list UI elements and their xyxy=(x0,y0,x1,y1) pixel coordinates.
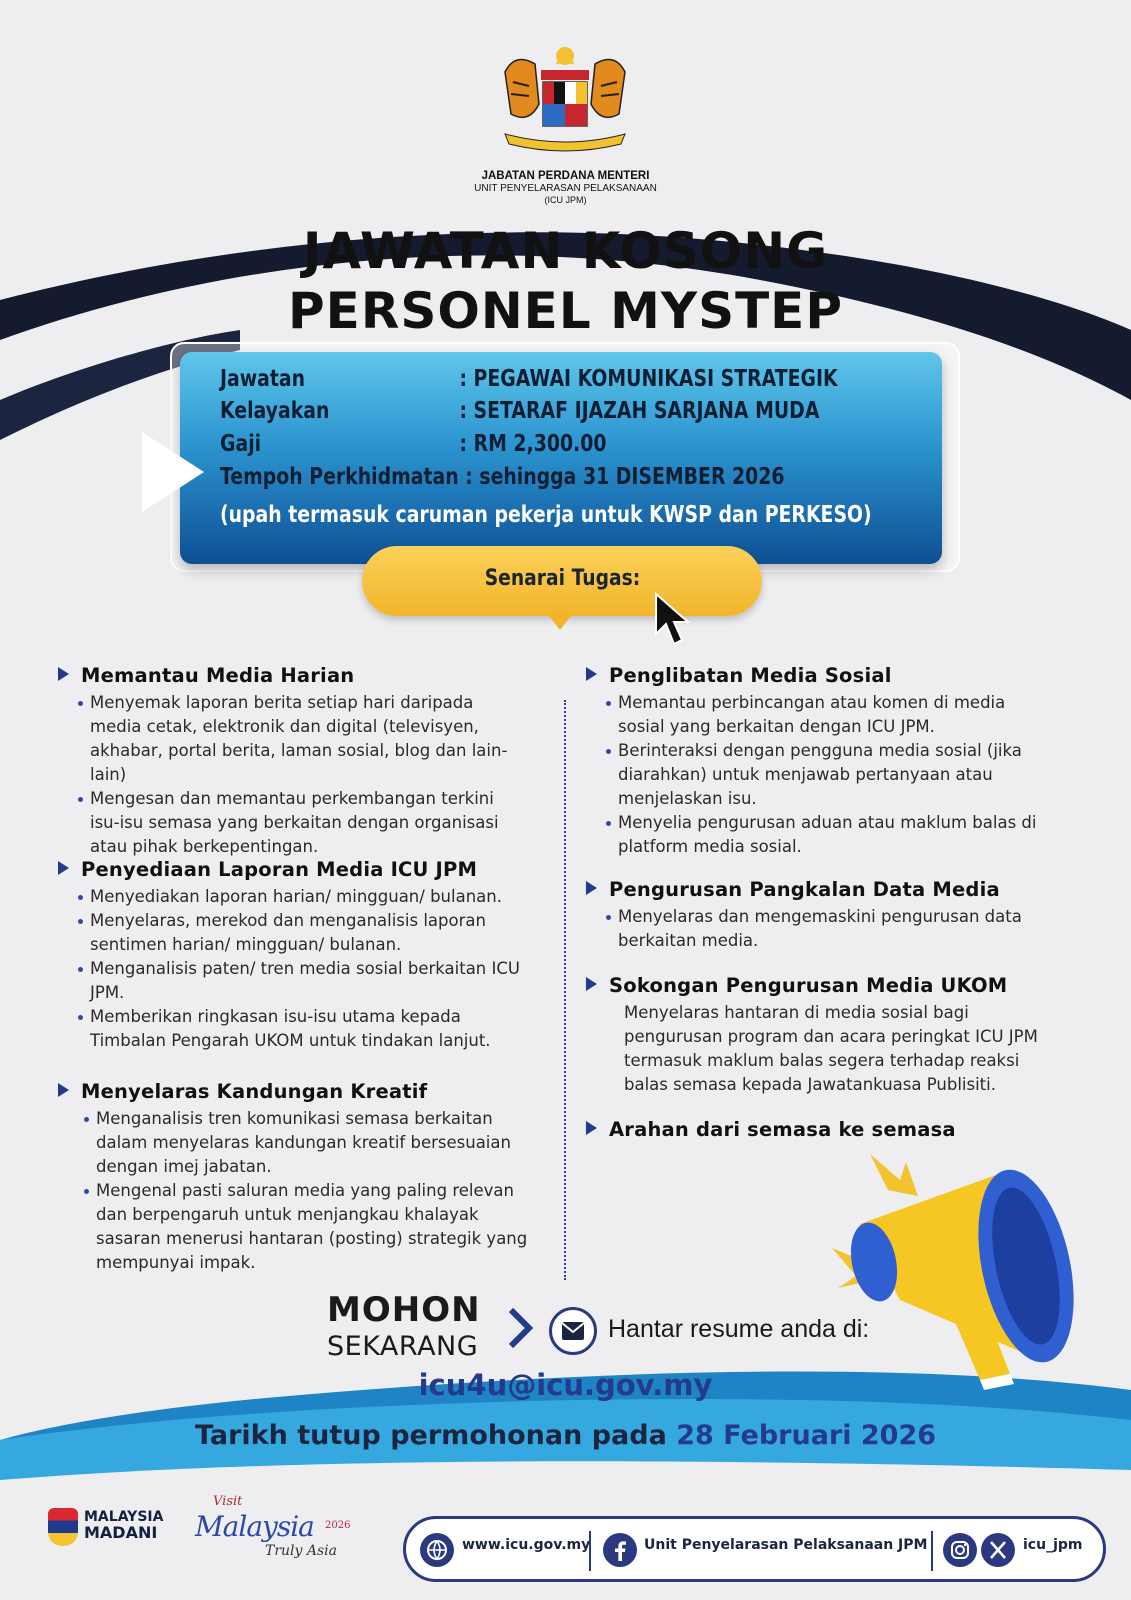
list-item: Menyelia pengurusan aduan atau maklum balas di platform media sosial. xyxy=(606,811,1056,859)
triangle-bullet-icon xyxy=(586,881,597,895)
section-title: Memantau Media Harian xyxy=(58,664,558,687)
job-row-tempoh xyxy=(220,464,785,490)
section-title: Penyediaan Laporan Media ICU JPM xyxy=(58,858,558,881)
job-note: (upah termasuk caruman pekerja untuk KWSP dan PERKESO) xyxy=(220,502,872,528)
section-title: Sokongan Pengurusan Media UKOM xyxy=(586,974,1086,997)
deadline-date: 28 Februari 2026 xyxy=(676,1420,937,1451)
triangle-bullet-icon xyxy=(586,977,597,991)
agency-name: JABATAN PERDANA MENTERI xyxy=(481,170,650,182)
list-item: Menyemak laporan berita setiap hari daripada media cetak, elektronik dan digital (televisyen, akhabar, portal berita, laman sosial, blog dan lain-lain) xyxy=(78,691,528,787)
sekarang-label: SEKARANG xyxy=(327,1331,479,1362)
tugas-pill xyxy=(362,546,762,616)
headline-line2: PERSONEL MYSTEP xyxy=(288,282,843,340)
job-row-key: Gaji xyxy=(220,431,262,457)
visit-malaysia-logo xyxy=(195,1490,375,1568)
visit-year: 2026 xyxy=(325,1520,351,1531)
globe-icon xyxy=(420,1533,454,1567)
coat-of-arms-icon xyxy=(485,42,645,152)
section-media-sosial xyxy=(586,664,1086,859)
madani-line1: MALAYSIA xyxy=(84,1509,164,1525)
mail-icon xyxy=(549,1307,597,1355)
job-row-key: Kelayakan xyxy=(220,398,330,424)
instagram-icon xyxy=(943,1533,977,1567)
triangle-bullet-icon xyxy=(586,1121,597,1135)
list-item: Mengenal pasti saluran media yang paling relevan dan berpengaruh untuk menjangkau khalayak sasaran menerusi hantaran (posting) strategik yang mempunyai impak. xyxy=(84,1179,538,1275)
pill-tail xyxy=(546,612,574,630)
x-icon xyxy=(981,1533,1015,1567)
footer-divider xyxy=(931,1531,933,1571)
tugas-label: Senarai Tugas: xyxy=(484,566,640,591)
list-item: Menyediakan laporan harian/ mingguan/ bulanan. xyxy=(78,885,528,909)
triangle-bullet-icon xyxy=(586,667,597,681)
section-title: Menyelaras Kandungan Kreatif xyxy=(58,1080,558,1103)
triangle-bullet-icon xyxy=(58,667,69,681)
apply-email-link[interactable]: icu4u@icu.gov.my xyxy=(418,1368,713,1402)
job-row-kelayakan xyxy=(220,398,819,424)
section-kandungan-kreatif xyxy=(58,1080,558,1275)
job-row-key: Tempoh Perkhidmatan xyxy=(220,464,459,490)
list-item: Memantau perbincangan atau komen di media sosial yang berkaitan dengan ICU JPM. xyxy=(606,691,1056,739)
job-row-value: : RM 2,300.00 xyxy=(459,431,607,457)
section-sokongan-ukom xyxy=(586,974,1086,1097)
list-item: Menyelaras dan mengemaskini pengurusan data berkaitan media. xyxy=(606,905,1036,953)
job-row-value: : PEGAWAI KOMUNIKASI STRATEGIK xyxy=(459,366,838,392)
section-memantau-media xyxy=(58,664,558,859)
headline-line1: JAWATAN KOSONG xyxy=(302,222,829,280)
column-divider xyxy=(564,700,566,1280)
mohon-label: MOHON xyxy=(327,1290,481,1330)
list-item: Mengesan dan memantau perkembangan terkini isu-isu semasa yang berkaitan dengan organisasi atau pihak berkepentingan. xyxy=(78,787,528,859)
hantar-label: Hantar resume anda di: xyxy=(608,1315,870,1343)
section-title: Arahan dari semasa ke semasa xyxy=(586,1118,1086,1141)
section-penyediaan-laporan xyxy=(58,858,558,1053)
section-paragraph: Menyelaras hantaran di media sosial bagi pengurusan program dan acara peringkat ICU JPM termasuk maklum balas segera terhadap reaksi balas semasa kepada Jawatankuasa Publisiti. xyxy=(624,1003,1038,1094)
list-item: Menganalisis tren komunikasi semasa berkaitan dalam menyelaras kandungan kreatif bersesuaian dengan imej jabatan. xyxy=(84,1107,538,1179)
job-row-value: : sehingga 31 DISEMBER 2026 xyxy=(465,464,785,490)
section-title: Pengurusan Pangkalan Data Media xyxy=(586,878,1086,901)
section-title: Penglibatan Media Sosial xyxy=(586,664,1086,687)
job-row-value: : SETARAF IJAZAH SARJANA MUDA xyxy=(459,398,820,424)
visit-word: Malaysia xyxy=(195,1510,314,1543)
deadline-prefix: Tarikh tutup permohonan pada xyxy=(194,1420,677,1451)
section-arahan xyxy=(586,1118,1086,1141)
triangle-bullet-icon xyxy=(58,1083,69,1097)
list-item: Menyelaras, merekod dan menganalisis laporan sentimen harian/ mingguan/ bulanan. xyxy=(78,909,528,957)
visit-top: Visit xyxy=(213,1494,243,1509)
section-pangkalan-data xyxy=(586,878,1086,953)
job-row-jawatan xyxy=(220,366,838,392)
play-triangle-icon xyxy=(142,432,204,512)
footer-divider xyxy=(589,1531,591,1571)
madani-line2: MADANI xyxy=(84,1523,158,1542)
job-row-key: Jawatan xyxy=(220,366,306,392)
agency-acronym: (ICU JPM) xyxy=(544,195,587,205)
list-item: Menganalisis paten/ tren media sosial berkaitan ICU JPM. xyxy=(78,957,528,1005)
website-link[interactable]: www.icu.gov.my xyxy=(462,1537,591,1553)
agency-unit: UNIT PENYELARASAN PELAKSANAAN xyxy=(474,183,657,194)
cursor-icon xyxy=(652,592,698,648)
madani-mark-icon xyxy=(48,1508,78,1546)
facebook-icon xyxy=(603,1533,637,1567)
footer-contact-bar xyxy=(403,1516,1106,1582)
social-handle-link[interactable]: icu_jpm xyxy=(1023,1537,1083,1553)
job-row-gaji xyxy=(220,431,606,457)
facebook-link[interactable]: Unit Penyelarasan Pelaksanaan JPM xyxy=(644,1537,928,1553)
deadline-text xyxy=(0,1420,1131,1451)
triangle-bullet-icon xyxy=(58,861,69,875)
list-item: Berinteraksi dengan pengguna media sosial (jika diarahkan) untuk menjawab pertanyaan atau menjelaskan isu. xyxy=(606,739,1056,811)
chevron-right-icon xyxy=(505,1306,535,1350)
visit-slogan: Truly Asia xyxy=(265,1543,338,1559)
malaysia-madani-logo xyxy=(48,1502,172,1552)
list-item: Memberikan ringkasan isu-isu utama kepada Timbalan Pengarah UKOM untuk tindakan lanjut. xyxy=(78,1005,528,1053)
